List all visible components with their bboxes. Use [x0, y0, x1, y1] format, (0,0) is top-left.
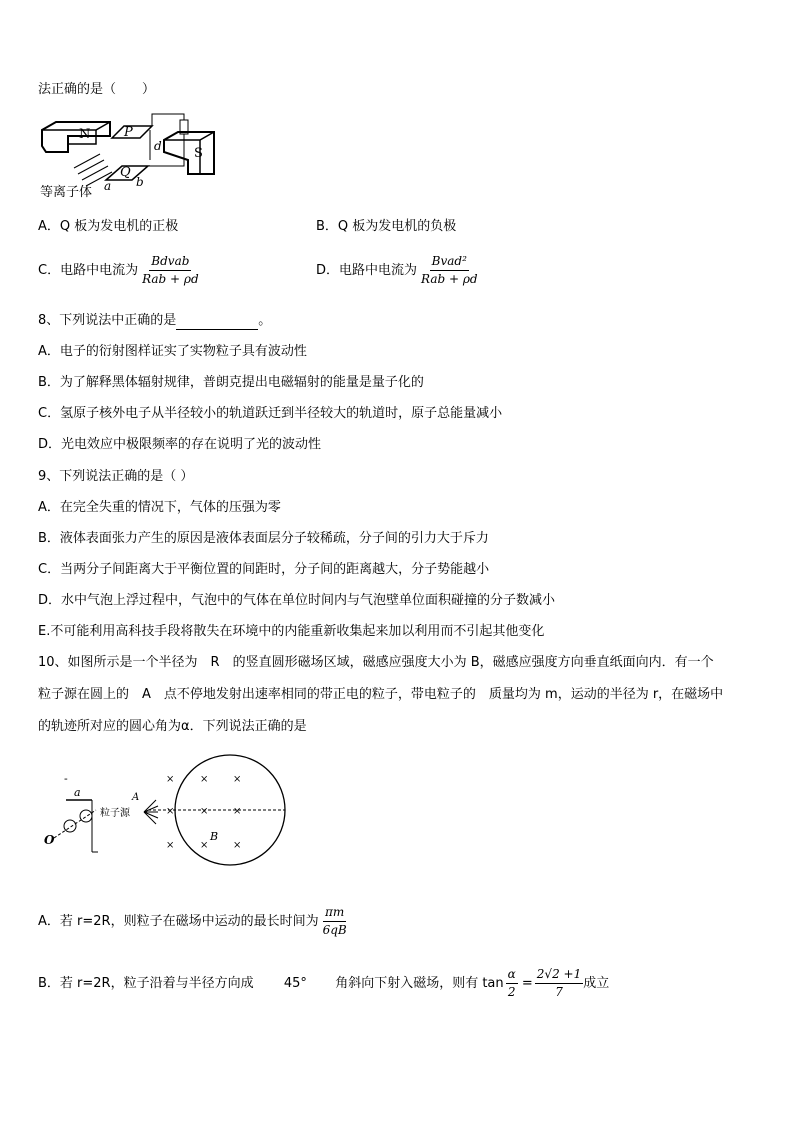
q10-option-a	[38, 905, 349, 938]
cross: ×	[233, 806, 242, 817]
q7-option-c	[38, 254, 201, 287]
q8-stem-text: 8、下列说法中正确的是	[38, 313, 177, 328]
label-q: Q	[120, 165, 131, 180]
q7-option-c-num: Bdvab	[149, 254, 191, 271]
q8-stem-end: 。	[258, 313, 272, 328]
q10-option-a-den: 6qB	[322, 923, 347, 937]
q10-option-b-suffix: 成立	[583, 976, 610, 991]
label-d: d	[154, 139, 162, 153]
q7-option-a: A．Q 板为发电机的正极	[38, 219, 179, 234]
q10-option-b-rhs-den: 7	[555, 985, 563, 999]
q10-option-b-rhs-num: 2√2 +1	[535, 967, 583, 984]
q7-option-d-den: Rab + ρd	[421, 272, 478, 286]
q10-option-b-mid: 角斜向下射入磁场，则有 tan	[335, 976, 504, 991]
q8-stem	[38, 312, 271, 330]
q7-option-d-fraction	[419, 254, 480, 287]
cross: ×	[166, 840, 175, 851]
cross: ×	[200, 840, 209, 851]
cross: ×	[233, 774, 242, 785]
q7-option-b: B．Q 板为发电机的负极	[316, 219, 457, 234]
q10-option-b-lhs	[506, 967, 518, 1000]
cross: ×	[200, 774, 209, 785]
q9-stem: 9、下列说法正确的是（ ）	[38, 469, 194, 484]
label-source: 粒子源	[100, 808, 130, 819]
q10-option-a-prefix: A．若 r=2R，则粒子在磁场中运动的最长时间为	[38, 914, 319, 929]
q8-option-d: D．光电效应中极限频率的存在说明了光的波动性	[38, 437, 322, 452]
q10-stem-line3: 的轨迹所对应的圆心角为α．下列说法正确的是	[38, 719, 307, 734]
q9-option-d: D．水中气泡上浮过程中，气泡中的气体在单位时间内与气泡壁单位面积碰撞的分子数减小	[38, 593, 556, 608]
q7-stem: 法正确的是（ ）	[38, 82, 156, 97]
q7-figure	[38, 108, 218, 200]
cross: ×	[166, 774, 175, 785]
label-a-small: a	[74, 786, 81, 799]
q10-stem-line2: 粒子源在圆上的 A 点不停地发射出速率相同的带正电的粒子，带电粒子的 质量均为 m，运动的半径为 r，在磁场中	[38, 687, 724, 702]
q7-option-c-den: Rab + ρd	[142, 272, 199, 286]
q10-option-b-rhs	[535, 967, 583, 1000]
q7-option-c-prefix: C．电路中电流为	[38, 263, 139, 278]
label-plasma: 等离子体	[40, 185, 93, 200]
q10-stem-line1: 10、如图所示是一个半径为 R 的竖直圆形磁场区域，磁感应强度大小为 B，磁感应强度方向垂直纸面向内．有一个	[38, 655, 714, 670]
q9-option-c: C．当两分子间距离大于平衡位置的间距时，分子间的距离越大，分子势能越小	[38, 562, 490, 577]
q8-option-a: A．电子的衍射图样证实了实物粒子具有波动性	[38, 344, 307, 359]
label-a: a	[104, 179, 112, 193]
q8-option-c: C．氢原子核外电子从半径较小的轨道跃迁到半径较大的轨道时，原子总能量减小	[38, 406, 503, 421]
label-o: O	[44, 833, 55, 847]
q7-option-c-fraction	[140, 254, 201, 287]
q10-figure	[40, 752, 290, 880]
q10-option-b-lhs-num: α	[506, 967, 518, 984]
q10-option-b	[38, 967, 609, 1000]
label-minus: -	[64, 772, 68, 785]
q7-option-d	[316, 254, 480, 287]
label-n: N	[79, 127, 91, 142]
label-b-point: B	[210, 830, 219, 843]
q8-answer-blank	[176, 315, 258, 330]
q7-option-d-prefix: D．电路中电流为	[316, 263, 418, 278]
q10-option-b-prefix: B．若 r=2R，粒子沿着与半径方向成	[38, 976, 254, 991]
label-p: P	[124, 125, 133, 140]
label-a-point: A	[132, 792, 140, 803]
label-b: b	[136, 175, 144, 189]
q9-option-e: E.不可能利用高科技手段将散失在环境中的内能重新收集起来加以利用而不引起其他变化	[38, 624, 545, 639]
q10-option-a-fraction	[321, 905, 349, 938]
q10-option-b-eq: =	[521, 976, 533, 991]
cross: ×	[233, 840, 242, 851]
label-s: S	[194, 146, 203, 161]
q10-option-a-num: πm	[323, 905, 346, 922]
q9-option-b: B．液体表面张力产生的原因是液体表面层分子较稀疏，分子间的引力大于斥力	[38, 531, 489, 546]
q9-option-a: A．在完全失重的情况下，气体的压强为零	[38, 500, 281, 515]
cross: ×	[200, 806, 209, 817]
q7-option-d-num: Bvad²	[430, 254, 469, 271]
q10-option-b-lhs-den: 2	[507, 985, 516, 999]
q10-option-b-angle: 45°	[283, 976, 307, 991]
q8-option-b: B．为了解释黑体辐射规律，普朗克提出电磁辐射的能量是量子化的	[38, 375, 424, 390]
cross: ×	[166, 806, 175, 817]
